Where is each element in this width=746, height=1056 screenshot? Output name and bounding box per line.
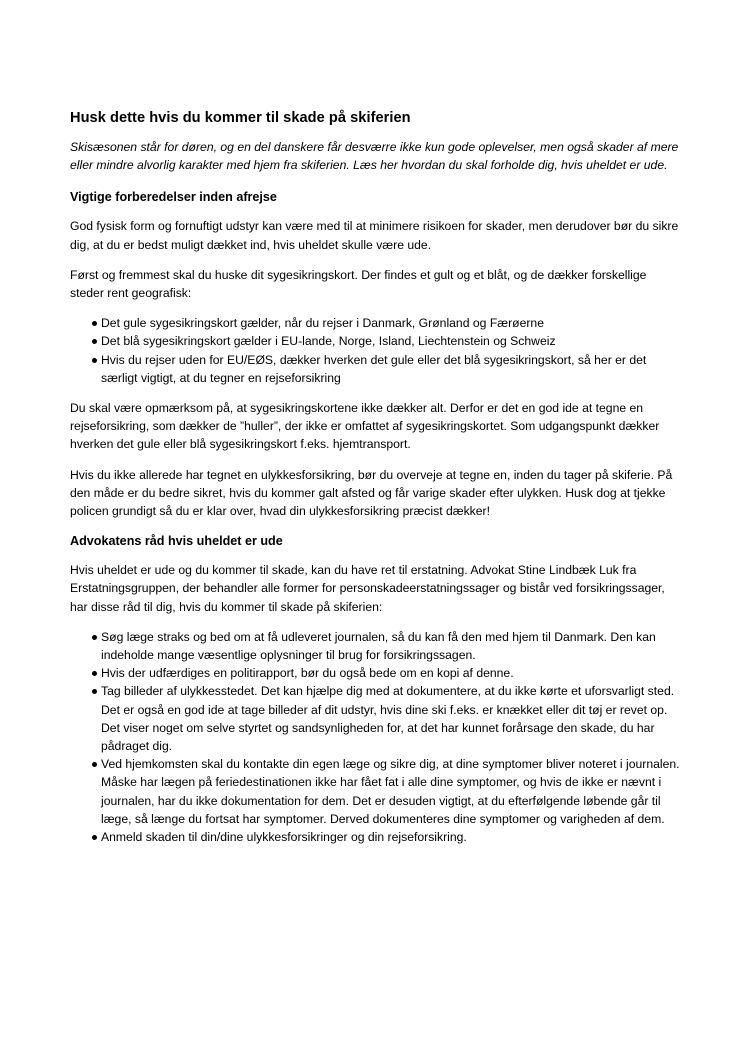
paragraph: Hvis uheldet er ude og du kommer til skade, kan du have ret til erstatning. Advokat Stine Lindbæk Luk fra Erstatningsgruppen, der behandler alle former for personskadeerstatningssager og bistår ved forsikringssager, har disse råd til dig, hvis du kommer til skade på skiferien: [70, 563, 665, 614]
list-item: Det gule sygesikringskort gælder, når du rejser i Danmark, Grønland og Færøerne [70, 314, 682, 332]
section-heading-lawyer-advice: Advokatens råd hvis uheldet er ude [70, 534, 283, 549]
list-item: Ved hjemkomsten skal du kontakte din egen læge og sikre dig, at dine symptomer bliver noteret i journalen. Måske har lægen på feriedestinationen ikke har fået fat i alle dine symptomer, og hvis de ikke er nævnt i journalen, har du ikke dokumentation for dem. Det er desuden vigtigt, at du efterfølgende løbende går til læge, så længe du fortsat har symptomer. Derved dokumenteres dine symptomer og varigheden af dem. [70, 755, 682, 828]
list-item: Søg læge straks og bed om at få udleveret journalen, så du kan få den med hjem til Danmark. Den kan indeholde mange væsentlige oplysninger til brug for forsikringssagen. [70, 628, 682, 664]
list-item: Anmeld skaden til din/dine ulykkesforsikringer og din rejseforsikring. [70, 828, 682, 846]
list-item: Det blå sygesikringskort gælder i EU-lande, Norge, Island, Liechtenstein og Schweiz [70, 332, 682, 350]
page-title: Husk dette hvis du kommer til skade på skiferien [70, 110, 411, 126]
lead-paragraph: Skisæsonen står for døren, og en del danskere får desværre ikke kun gode oplevelser, men også skader af mere eller mindre alvorlig karakter med hjem fra skiferien. Læs her hvordan du skal forholde dig, hvis uheldet er ude. [70, 140, 679, 173]
paragraph: Du skal være opmærksom på, at sygesikringskortene ikke dækker alt. Derfor er det en god ide at tegne en rejseforsikring, som dækker de ”huller”, der ikke er omfattet af sygesikringskortet. Som udgangspunkt dækker hverken det gule eller blå sygesikringskort f.eks. hjemtransport. [70, 401, 660, 452]
document-content [70, 108, 682, 858]
list-item: Hvis du rejser uden for EU/EØS, dækker hverken det gule eller det blå sygesikringskort, så her er det særligt vigtigt, at du tegner en rejseforsikring [70, 351, 682, 387]
paragraph: Først og fremmest skal du huske dit sygesikringskort. Der findes et gult og et blåt, og de dækker forskellige steder rent geografisk: [70, 267, 647, 301]
bullet-list-insurance-cards [70, 314, 682, 387]
paragraph: Hvis du ikke allerede har tegnet en ulykkesforsikring, bør du overveje at tegne en, inden du tager på skiferie. På den måde er du bedre sikret, hvis du kommer galt afsted og får varige skader efter ulykken. Husk dog at tjekke policen grundigt så du er klar over, hvad din ulykkesforsikring præcist dækker! [70, 467, 673, 519]
paragraph: God fysisk form og fornuftigt udstyr kan være med til at minimere risikoen for skader, men derudover bør du sikre dig, at du er bedst muligt dækket ind, hvis uheldet skulle være ude. [70, 219, 679, 252]
list-item: Hvis der udfærdiges en politirapport, bør du også bede om en kopi af denne. [70, 664, 682, 682]
bullet-list-advice [70, 628, 682, 846]
section-heading-preparations: Vigtige forberedelser inden afrejse [70, 190, 277, 205]
list-item: Tag billeder af ulykkesstedet. Det kan hjælpe dig med at dokumentere, at du ikke kørte et uforsvarligt sted. Det er også en god ide at tage billeder af dit udstyr, hvis dine ski f.eks. er knækket eller dit tøj er revet op. Det viser noget om selve styrtet og sandsynligheden for, at det har kunnet forårsage den skade, du har pådraget dig. [70, 682, 682, 755]
